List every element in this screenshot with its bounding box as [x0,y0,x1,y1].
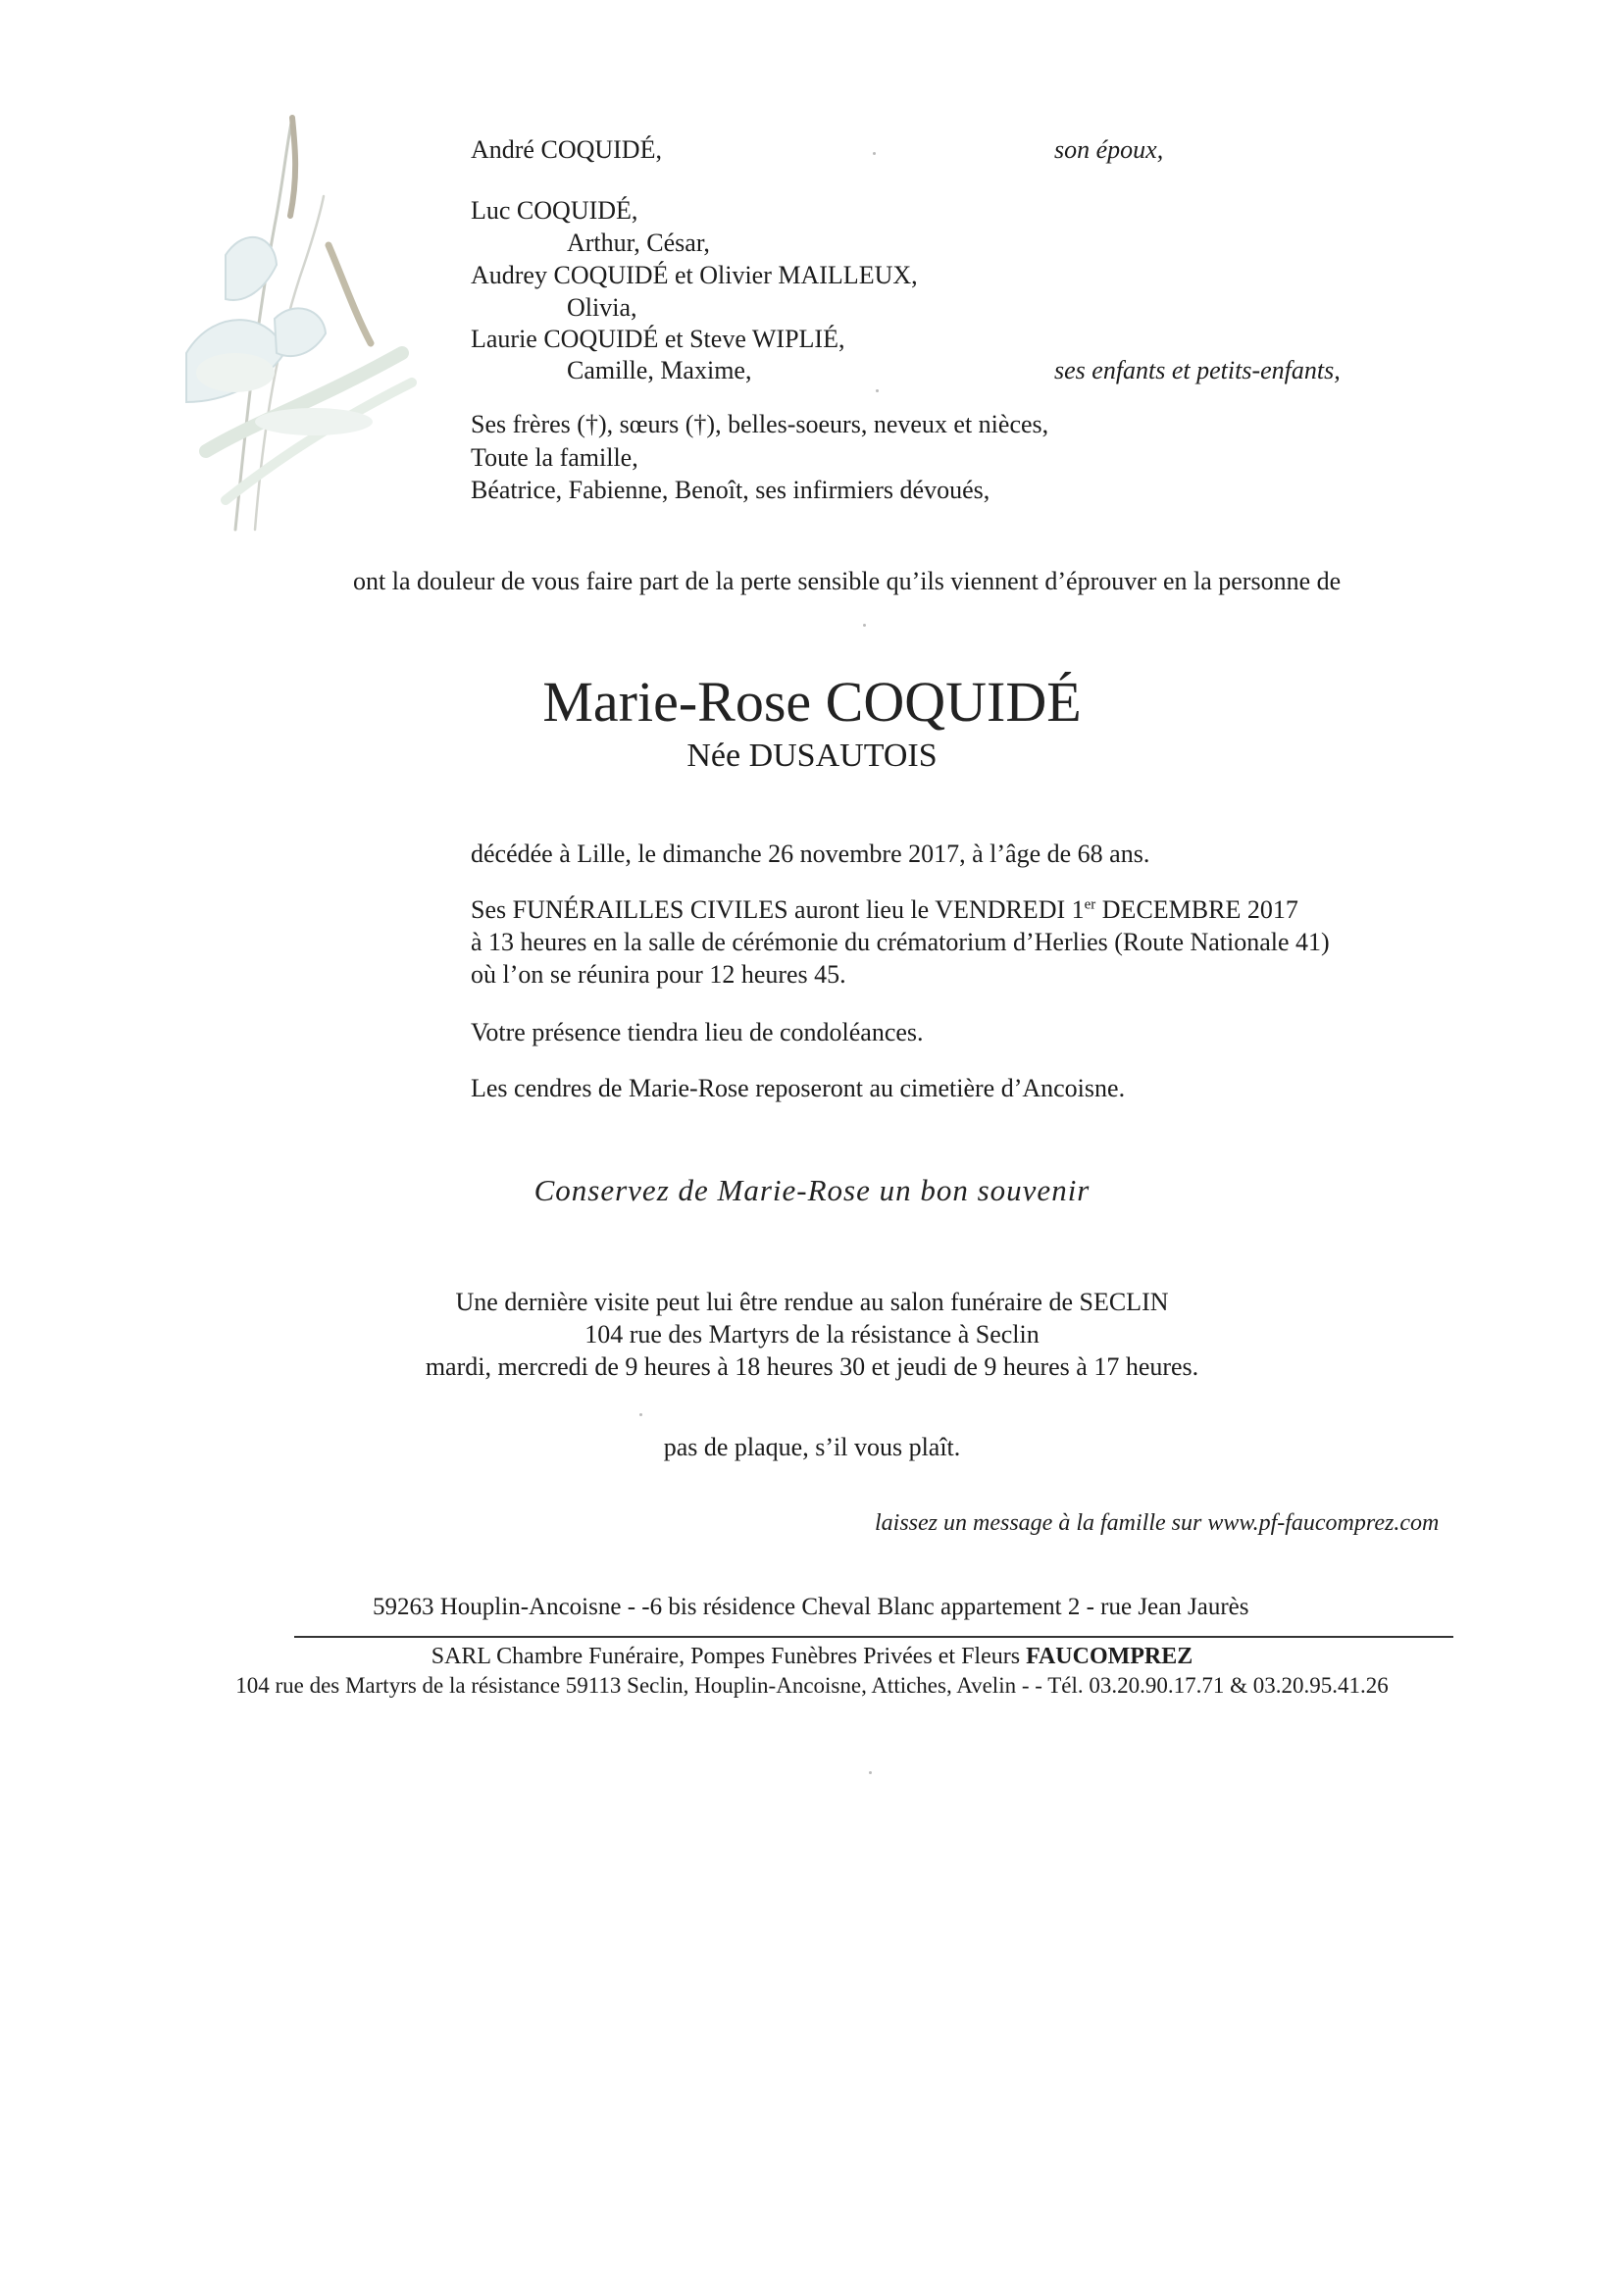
funeral-line-3: où l’on se réunira pour 12 heures 45. [471,960,846,989]
scan-speck [863,624,866,627]
child-line: Laurie COQUIDÉ et Steve WIPLIÉ, [471,325,845,353]
child-line: Luc COQUIDÉ, [471,196,638,225]
visit-line-3: mardi, mercredi de 9 heures à 18 heures 30 et jeudi de 9 heures à 17 heures. [425,1352,1199,1381]
deceased-maiden-name: Née DUSAUTOIS [686,738,938,774]
funeral-line-1 [471,895,1298,925]
visit-line-2: 104 rue des Martyrs de la résistance à Seclin [584,1320,1040,1349]
announcement: ont la douleur de vous faire part de la perte sensible qu’ils viennent d’éprouver en la personne de [353,567,1342,595]
funeral-line-2: à 13 heures en la salle de cérémonie du crématorium d’Herlies (Route Nationale 41) [471,928,1330,956]
deceased-name: Marie-Rose COQUIDÉ [542,670,1082,734]
others-line: Ses frères (†), sœurs (†), belles-soeurs, neveux et nièces, [471,410,1049,438]
footer-company [0,1644,1624,1670]
funeral-line-1-month: DECEMBRE 2017 [1095,895,1298,924]
footer-contact: 104 rue des Martyrs de la résistance 59113 Seclin, Houplin-Ancoisne, Attiches, Avelin - - Tél. 03.20.90.17.71 & 03.20.95.41.26 [235,1673,1389,1698]
footer-company-brand: FAUCOMPREZ [1026,1644,1193,1669]
grandchild-line: Arthur, César, [567,229,710,257]
death-line: décédée à Lille, le dimanche 26 novembre 2017, à l’âge de 68 ans. [471,840,1150,868]
others-line: Béatrice, Fabienne, Benoît, ses infirmiers dévoués, [471,476,990,504]
spouse-relation: son époux, [1054,135,1164,164]
grandchild-line: Camille, Maxime, [567,356,752,384]
ashes-line: Les cendres de Marie-Rose reposeront au cimetière d’Ancoisne. [471,1074,1126,1102]
scan-speck [876,389,879,392]
spouse-name: André COQUIDÉ, [471,135,662,164]
footer-divider [294,1636,1453,1638]
condolences-line: Votre présence tiendra lieu de condoléances. [471,1018,924,1046]
website-message: laissez un message à la famille sur www.pf-faucomprez.com [875,1510,1440,1536]
funeral-date-superscript: er [1084,896,1096,913]
child-line: Audrey COQUIDÉ et Olivier MAILLEUX, [471,261,918,289]
visit-line-1: Une dernière visite peut lui être rendue au salon funéraire de SECLIN [455,1288,1169,1316]
scan-speck [873,152,876,155]
scan-speck [869,1771,872,1774]
no-plaque-line: pas de plaque, s’il vous plaît. [663,1433,961,1461]
home-address: 59263 Houplin-Ancoisne - -6 bis résidence Cheval Blanc appartement 2 - rue Jean Jaurès [373,1594,1249,1620]
lily-illustration [167,108,422,539]
souvenir-line: Conservez de Marie-Rose un bon souvenir [533,1173,1091,1207]
scan-speck [639,1413,642,1416]
footer-company-text: SARL Chambre Funéraire, Pompes Funèbres Privées et Fleurs [431,1644,1027,1669]
children-relation: ses enfants et petits-enfants, [1054,356,1341,384]
grandchild-line: Olivia, [567,293,637,322]
others-line: Toute la famille, [471,443,638,472]
funeral-line-1-text: Ses FUNÉRAILLES CIVILES auront lieu le VENDREDI 1 [471,895,1085,924]
